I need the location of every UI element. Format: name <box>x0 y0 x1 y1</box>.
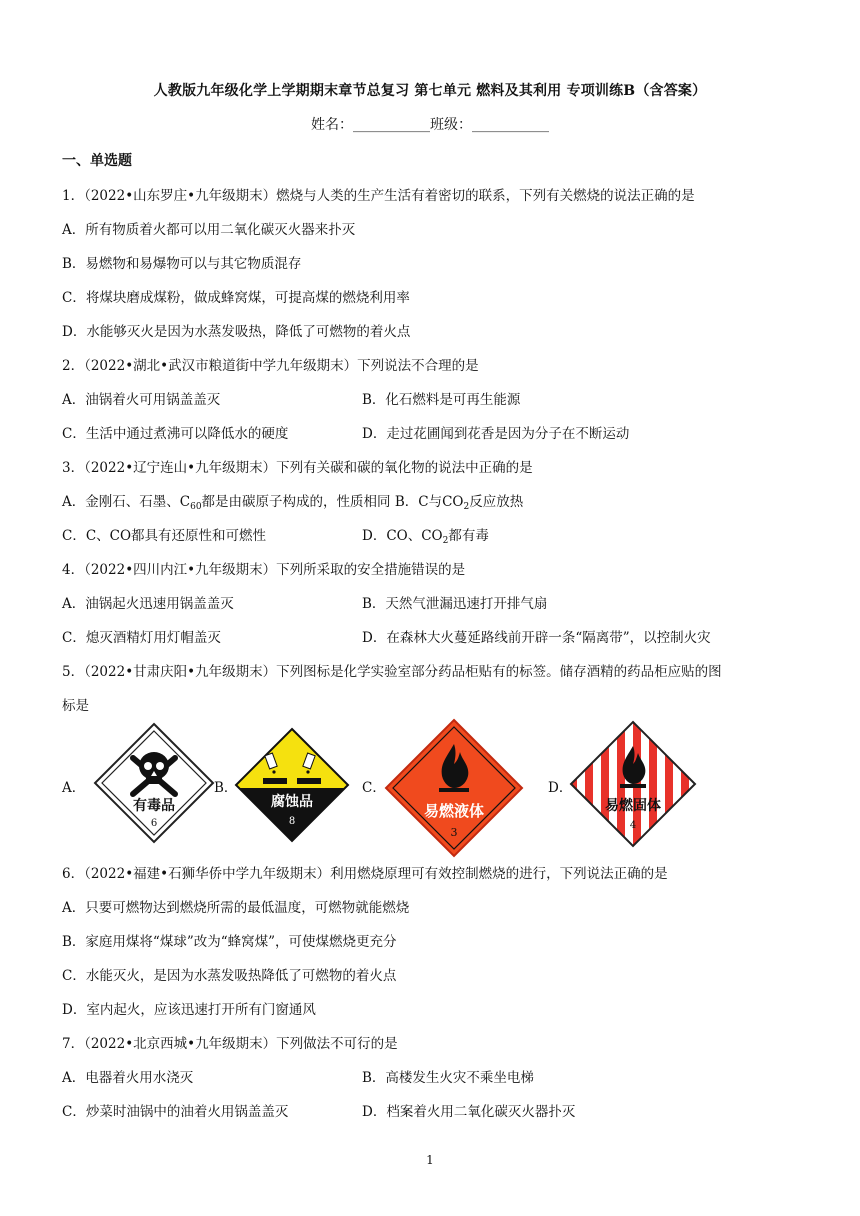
q6-stem: 6．（2022•福建•石狮华侨中学九年级期末）利用燃烧原理可有效控制燃烧的进行，下列说法正确的是 <box>62 866 668 882</box>
q7-option-d: D．档案着火用二氧化碳灭火器扑灭 <box>362 1104 576 1120</box>
q7-option-c: C．炒菜时油锅中的油着火用锅盖盖灭 <box>62 1104 289 1120</box>
q6-option-b: B．家庭用煤将“煤球”改为“蜂窝煤”，可使煤燃烧更充分 <box>62 934 397 950</box>
q5-stem-line1: 5．（2022•甘肃庆阳•九年级期末）下列图标是化学实验室部分药品柜贴有的标签。储存酒精的药品柜应贴的图 <box>62 664 722 680</box>
q3-option-d: D．CO、$CO_2$都有毒 <box>362 528 489 546</box>
q3-option-c: C．C、CO都具有还原性和可燃性 <box>62 528 267 544</box>
q5-stem-line2: 标是 <box>62 698 89 714</box>
q7-option-b: B．高楼发生火灾不乘坐电梯 <box>362 1070 534 1086</box>
q1-stem: 1．（2022•山东罗庄•九年级期末）燃烧与人类的生产生活有着密切的联系，下列有关燃烧的说法正确的是 <box>62 188 695 204</box>
q4-option-b: B．天然气泄漏迅速打开排气扇 <box>362 596 548 612</box>
corrosive-sign <box>233 726 351 844</box>
q6-option-a: A．只要可燃物达到燃烧所需的最低温度，可燃物就能燃烧 <box>62 900 410 916</box>
toxic-sign-number: 6 <box>150 818 158 829</box>
q1-option-b: B．易燃物和易爆物可以与其它物质混存 <box>62 256 302 272</box>
q6-option-c: C．水能灭火，是因为水蒸发吸热降低了可燃物的着火点 <box>62 968 397 984</box>
q3-stem: 3．（2022•辽宁连山•九年级期末）下列有关碳和碳的氧化物的说法中正确的是 <box>62 460 533 476</box>
flammable-solid-sign-number: 4 <box>629 820 637 831</box>
corrosive-sign-label: 腐蚀品 <box>271 794 313 810</box>
document-title: 人教版九年级化学上学期期末章节总复习 第七单元 燃料及其利用 专项训练B（含答案） <box>153 83 707 99</box>
flammable-solid-sign-label: 易燃固体 <box>605 798 661 814</box>
q2-option-c: C．生活中通过煮沸可以降低水的硬度 <box>62 426 289 442</box>
page-number: 1 <box>426 1153 434 1167</box>
flammable-liquid-sign <box>384 718 524 858</box>
q2-option-a: A．油锅着火可用锅盖盖灭 <box>62 392 221 408</box>
q5-label-b: B． <box>214 780 238 796</box>
flammable-liquid-sign-number: 3 <box>450 826 458 839</box>
q5-label-a: A． <box>62 780 86 796</box>
q1-option-c: C．将煤块磨成煤粉，做成蜂窝煤，可提高煤的燃烧利用率 <box>62 290 410 306</box>
q2-stem: 2．（2022•湖北•武汉市粮道街中学九年级期末）下列说法不合理的是 <box>62 358 479 374</box>
q1-option-d: D．水能够灭火是因为水蒸发吸热，降低了可燃物的着火点 <box>62 324 411 340</box>
q5-label-d: D． <box>548 780 573 796</box>
q2-option-d: D．走过花圃闻到花香是因为分子在不断运动 <box>362 426 630 442</box>
toxic-sign-label: 有毒品 <box>133 798 175 814</box>
q6-option-d: D．室内起火，应该迅速打开所有门窗通风 <box>62 1002 316 1018</box>
q7-stem: 7．（2022•北京西城•九年级期末）下列做法不可行的是 <box>62 1036 398 1052</box>
q5-label-c: C． <box>362 780 386 796</box>
flammable-solid-sign <box>569 720 697 848</box>
q4-stem: 4．（2022•四川内江•九年级期末）下列所采取的安全措施错误的是 <box>62 562 466 578</box>
q4-option-c: C．熄灭酒精灯用灯帽盖灭 <box>62 630 221 646</box>
toxic-sign <box>93 722 215 844</box>
q1-option-a: A．所有物质着火都可以用二氧化碳灭火器来扑灭 <box>62 222 356 238</box>
q3-option-a-b: A．金刚石、石墨、$C_{60}$都是由碳原子构成的，性质相同 B．C与$CO_2$反应放热 <box>62 494 524 512</box>
q4-option-d: D．在森林大火蔓延路线前开辟一条“隔离带”，以控制火灾 <box>362 630 711 646</box>
corrosive-sign-number: 8 <box>288 816 296 827</box>
name-class-line: 姓名：___________班级：___________ <box>311 117 549 133</box>
q7-option-a: A．电器着火用水浇灭 <box>62 1070 194 1086</box>
q2-option-b: B．化石燃料是可再生能源 <box>362 392 521 408</box>
q4-option-a: A．油锅起火迅速用锅盖盖灭 <box>62 596 234 612</box>
flammable-liquid-sign-label: 易燃液体 <box>423 802 485 820</box>
section-heading: 一、单选题 <box>62 153 132 169</box>
